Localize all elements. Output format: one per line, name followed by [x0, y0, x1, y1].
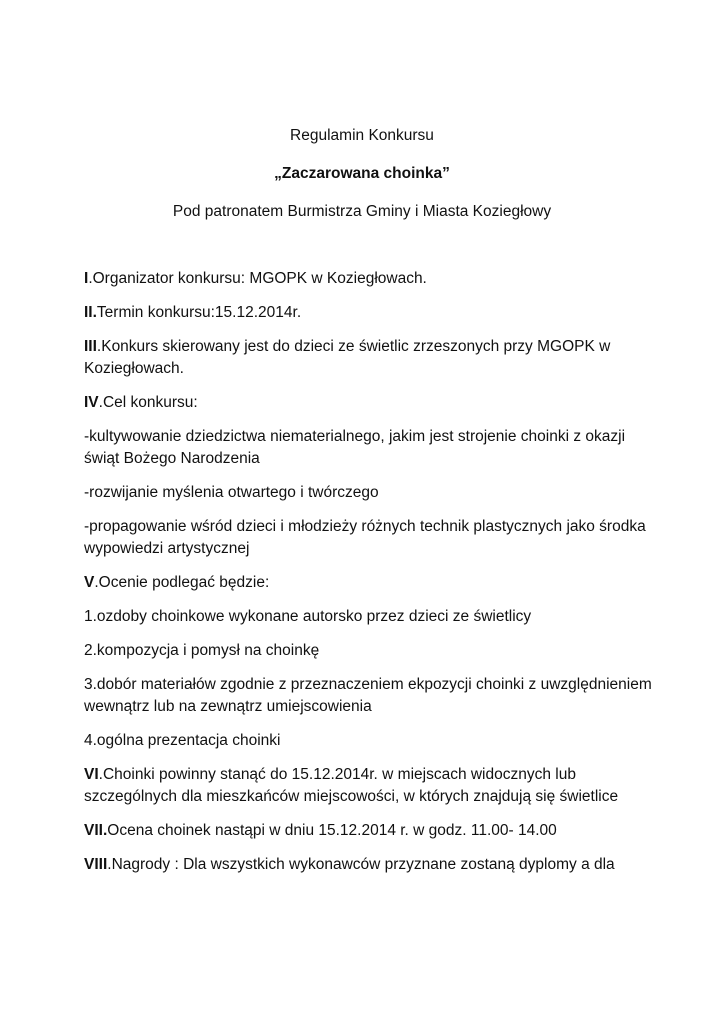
section-number: VI — [84, 766, 99, 783]
section-text: -propagowanie wśród dzieci i młodzieży różnych technik plastycznych jako środka wypowiedzi artystycznej — [84, 518, 646, 557]
section-text: 4.ogólna prezentacja choinki — [84, 732, 281, 749]
goal-item — [84, 482, 654, 504]
goal-item — [84, 516, 654, 560]
goal-item — [84, 426, 654, 470]
section-text: -rozwijanie myślenia otwartego i twórczego — [84, 484, 379, 501]
section-number: II. — [84, 304, 97, 321]
section-text: Ocena choinek nastąpi w dniu 15.12.2014 r. w godz. 11.00- 14.00 — [107, 822, 557, 839]
section-text: .Organizator konkursu: MGOPK w Koziegłowach. — [88, 270, 427, 287]
section-text: .Konkurs skierowany jest do dzieci ze świetlic zrzeszonych przy MGOPK w Koziegłowach. — [84, 338, 611, 377]
section-text: 1.ozdoby choinkowe wykonane autorsko przez dzieci ze świetlicy — [84, 608, 532, 625]
section-text: .Choinki powinny stanąć do 15.12.2014r. w miejscach widocznych lub szczególnych dla mieszkańców miejscowości, w których znajdują się świetlice — [84, 766, 619, 805]
section-text: 2.kompozycja i pomysł na choinkę — [84, 642, 320, 659]
section-text: .Cel konkursu: — [98, 394, 198, 411]
section-7 — [84, 820, 654, 842]
criteria-item — [84, 730, 654, 752]
section-4 — [84, 392, 654, 414]
section-1 — [84, 268, 654, 290]
section-text: .Nagrody : Dla wszystkich wykonawców przyznane zostaną dyplomy a dla — [107, 856, 615, 873]
section-number: I — [84, 270, 89, 287]
section-number: V — [84, 574, 95, 591]
section-6 — [84, 764, 654, 808]
section-3 — [84, 336, 654, 380]
section-text: -kultywowanie dziedzictwa niematerialnego, jakim jest strojenie choinki z okazji świąt Bożego Narodzenia — [84, 428, 626, 467]
section-8 — [84, 854, 654, 876]
section-number: VIII — [84, 856, 108, 873]
section-number: IV — [84, 394, 99, 411]
section-text: Termin konkursu:15.12.2014r. — [96, 304, 302, 321]
section-number: III — [84, 338, 97, 355]
document-title: Regulamin Konkursu — [290, 127, 434, 144]
section-number: VII. — [84, 822, 108, 839]
section-5 — [84, 572, 654, 594]
section-text: .Ocenie podlegać będzie: — [94, 574, 270, 591]
section-2 — [84, 302, 654, 324]
criteria-item — [84, 640, 654, 662]
regulations-body — [84, 268, 654, 888]
criteria-item — [84, 674, 654, 718]
criteria-item — [84, 606, 654, 628]
section-text: 3.dobór materiałów zgodnie z przeznaczeniem ekpozycji choinki z uwzględnieniem wewnątrz lub na zewnątrz umiejscowienia — [84, 676, 652, 715]
title-block — [0, 126, 724, 240]
patronage-line: Pod patronatem Burmistrza Gminy i Miasta Koziegłowy — [172, 203, 552, 220]
contest-name: „Zaczarowana choinka” — [274, 165, 450, 182]
